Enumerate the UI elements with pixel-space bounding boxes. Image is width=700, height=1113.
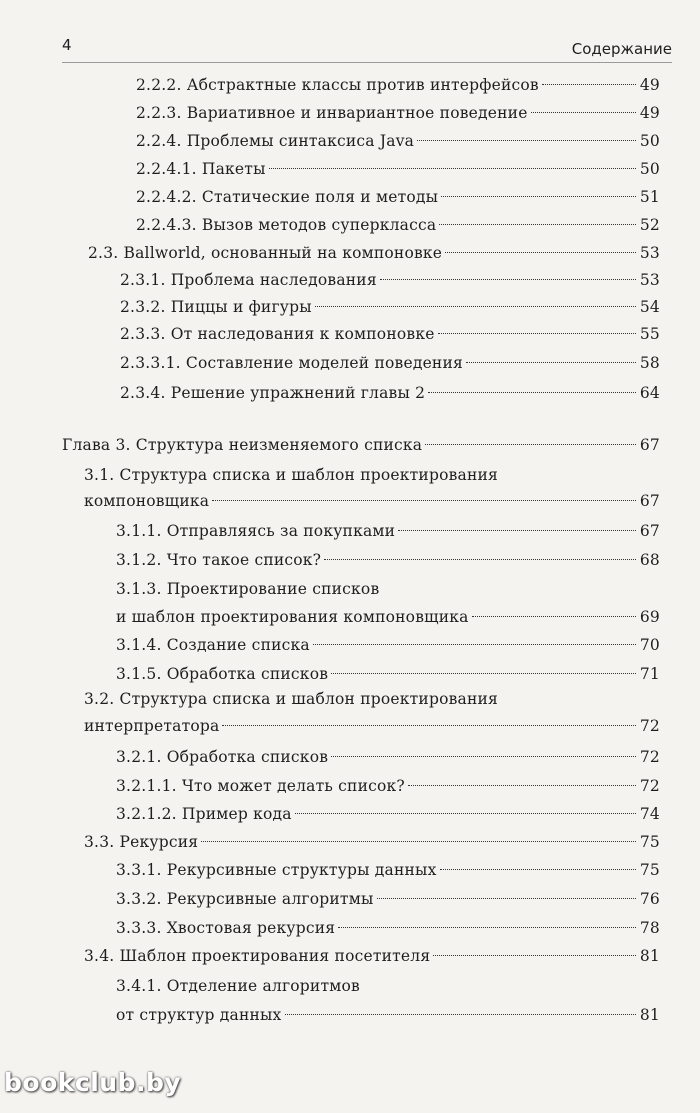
toc-page-number: 76	[639, 890, 660, 908]
toc-entry[interactable]	[0, 886, 700, 913]
toc-entry[interactable]	[0, 267, 700, 294]
dot-leader	[269, 167, 636, 169]
toc-entry-line	[0, 462, 700, 489]
dot-leader	[315, 305, 636, 307]
dot-leader	[285, 1013, 637, 1015]
toc-entry[interactable]	[0, 128, 700, 155]
dot-leader	[438, 332, 636, 334]
dot-leader	[313, 643, 636, 645]
toc-page-number: 53	[639, 244, 660, 262]
toc-entry-title: интерпретатора	[84, 717, 220, 735]
toc-entry-title: 2.3.3.1. Составление моделей поведения	[120, 354, 463, 372]
toc-page-number: 53	[639, 271, 660, 289]
toc-entry-title: 3.2.1. Обработка списков	[116, 748, 329, 766]
toc-page-number: 75	[639, 833, 660, 851]
toc-entry[interactable]	[0, 943, 700, 970]
dot-leader	[377, 897, 637, 899]
toc-entry[interactable]	[0, 518, 700, 545]
toc-entry-line	[0, 576, 700, 603]
toc-entry-title: 3.3. Рекурсия	[84, 833, 199, 851]
toc-entry[interactable]	[0, 604, 700, 631]
watermark-logo: bookclub.by	[4, 1068, 182, 1097]
dot-leader	[324, 558, 636, 560]
toc-entry-title: 2.2.4.2. Статические поля и методы	[136, 188, 439, 206]
toc-page-number: 71	[639, 665, 660, 683]
toc-entry[interactable]	[0, 350, 700, 377]
toc-entry-title: 3.3.1. Рекурсивные структуры данных	[116, 861, 437, 879]
toc-entry-line	[0, 686, 700, 713]
toc-entry-title: 3.1.3. Проектирование списков	[116, 580, 380, 598]
dot-leader	[428, 391, 636, 393]
toc-page-number: 78	[639, 919, 660, 937]
toc-entry[interactable]	[0, 801, 700, 828]
toc-entry[interactable]	[0, 915, 700, 942]
toc-entry-line	[0, 973, 700, 1000]
dot-leader	[542, 83, 636, 85]
dot-leader	[201, 840, 636, 842]
toc-page-number: 55	[639, 325, 660, 343]
toc-page-number: 49	[639, 76, 660, 94]
toc-page-number: 70	[639, 636, 660, 654]
toc-entry[interactable]	[0, 212, 700, 239]
dot-leader	[472, 615, 636, 617]
toc-entry[interactable]	[0, 857, 700, 884]
toc-page-number: 50	[639, 132, 660, 150]
toc-page-number: 58	[639, 354, 660, 372]
dot-leader	[222, 724, 636, 726]
toc-entry[interactable]	[0, 547, 700, 574]
toc-page-number: 49	[639, 104, 660, 122]
toc-entry[interactable]	[0, 632, 700, 659]
dot-leader	[531, 111, 636, 113]
toc-entry-title: 3.4. Шаблон проектирования посетителя	[84, 947, 431, 965]
toc-entry-title: 3.1. Структура списка и шаблон проектирования	[84, 466, 499, 484]
toc-page-number: 67	[639, 522, 660, 540]
toc-page-number: 72	[639, 748, 660, 766]
dot-leader	[466, 361, 636, 363]
toc-entry[interactable]	[0, 432, 700, 459]
toc-entry-title: 2.3.1. Проблема наследования	[120, 271, 377, 289]
toc-page-number: 75	[639, 861, 660, 879]
toc-page-number: 64	[639, 384, 660, 402]
toc-entry-title: 3.1.4. Создание списка	[116, 636, 310, 654]
dot-leader	[338, 926, 636, 928]
toc-entry-title: 2.3.2. Пиццы и фигуры	[120, 298, 312, 316]
page-header	[62, 36, 672, 63]
dot-leader	[408, 784, 636, 786]
toc-page-number: 69	[639, 608, 660, 626]
toc-entry[interactable]	[0, 100, 700, 127]
toc-entry[interactable]	[0, 773, 700, 800]
toc-page-number: 68	[639, 551, 660, 569]
toc-entry[interactable]	[0, 321, 700, 348]
toc-page-number: 67	[639, 436, 660, 454]
toc-entry-title: 3.3.3. Хвостовая рекурсия	[116, 919, 336, 937]
toc-page-number: 72	[639, 777, 660, 795]
toc-entry-title: и шаблон проектирования компоновщика	[116, 608, 469, 626]
toc-entry-title: 3.1.1. Отправляясь за покупками	[116, 522, 396, 540]
dot-leader	[331, 672, 636, 674]
toc-entry-title: 3.2.1.2. Пример кода	[116, 805, 292, 823]
toc-entry[interactable]	[0, 72, 700, 99]
toc-entry-title: 2.2.2. Абстрактные классы против интерфейсов	[136, 76, 539, 94]
toc-entry-title: 3.3.2. Рекурсивные алгоритмы	[116, 890, 374, 908]
dot-leader	[398, 529, 636, 531]
toc-entry-title: 3.1.5. Обработка списков	[116, 665, 329, 683]
toc-entry[interactable]	[0, 240, 700, 267]
toc-entry-title: от структур данных	[116, 1006, 282, 1024]
dot-leader	[212, 499, 636, 501]
toc-entry-title: 3.1.2. Что такое список?	[116, 551, 322, 569]
toc-entry[interactable]	[0, 488, 700, 515]
toc-page-number: 81	[639, 1006, 660, 1024]
toc-page-number: 81	[639, 947, 660, 965]
toc-page-number: 74	[639, 805, 660, 823]
toc-entry[interactable]	[0, 294, 700, 321]
toc-entry[interactable]	[0, 380, 700, 407]
toc-page-number: 50	[639, 160, 660, 178]
dot-leader	[440, 868, 636, 870]
toc-page-number: 67	[639, 492, 660, 510]
toc-page-number: 51	[639, 188, 660, 206]
toc-page-number: 72	[639, 717, 660, 735]
dot-leader	[380, 278, 636, 280]
dot-leader	[425, 443, 636, 445]
toc-entry[interactable]	[0, 184, 700, 211]
toc-entry[interactable]	[0, 1002, 700, 1029]
toc-entry[interactable]	[0, 661, 700, 688]
toc-entry[interactable]	[0, 744, 700, 771]
section-title: Содержание	[571, 40, 672, 58]
toc-entry-title: 3.2.1.1. Что может делать список?	[116, 777, 405, 795]
toc-entry[interactable]	[0, 829, 700, 856]
toc-entry[interactable]	[0, 713, 700, 740]
dot-leader	[441, 195, 636, 197]
toc-entry-title: 2.2.4.3. Вызов методов суперкласса	[136, 216, 437, 234]
dot-leader	[439, 223, 636, 225]
dot-leader	[433, 954, 636, 956]
toc-entry[interactable]	[0, 156, 700, 183]
page-number: 4	[62, 36, 72, 54]
toc-entry-title: 2.3.3. От наследования к компоновке	[120, 325, 435, 343]
toc-entry-title: 2.2.4.1. Пакеты	[136, 160, 266, 178]
toc-entry-title: Глава 3. Структура неизменяемого списка	[62, 436, 423, 454]
toc-entry-title: 2.3.4. Решение упражнений главы 2	[120, 384, 426, 402]
toc-entry-title: 2.3. Ballworld, основанный на компоновке	[88, 244, 443, 262]
toc-entry-title: 2.2.3. Вариативное и инвариантное поведение	[136, 104, 528, 122]
toc-entry-title: компоновщика	[84, 492, 210, 510]
dot-leader	[295, 812, 636, 814]
toc-entry-title: 3.4.1. Отделение алгоритмов	[116, 977, 360, 995]
toc-entry-title: 2.2.4. Проблемы синтаксиса Java	[136, 132, 415, 150]
dot-leader	[331, 755, 636, 757]
toc-page-number: 52	[639, 216, 660, 234]
toc-entry-title: 3.2. Структура списка и шаблон проектирования	[84, 690, 499, 708]
dot-leader	[417, 139, 636, 141]
toc-page-number: 54	[639, 298, 660, 316]
dot-leader	[445, 251, 636, 253]
